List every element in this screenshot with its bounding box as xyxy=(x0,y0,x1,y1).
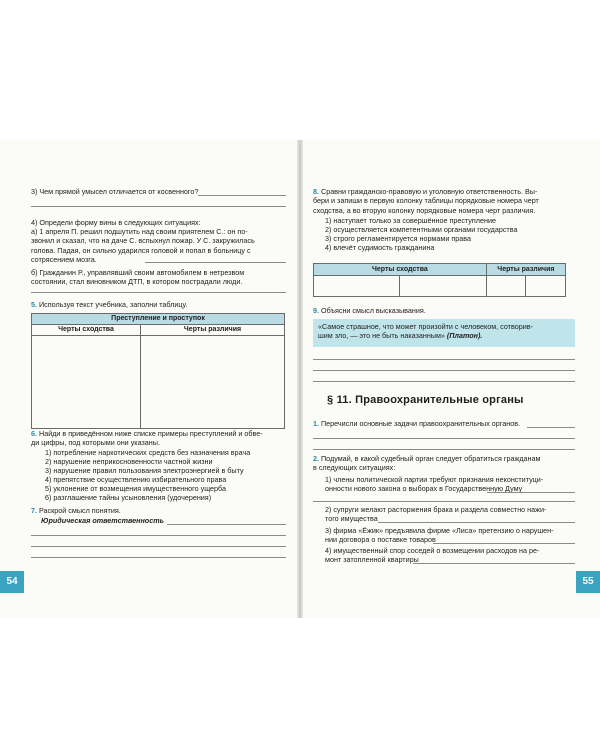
table8-col-similar: Черты сходства xyxy=(314,264,487,276)
quote-text: «Самое страшное, что может произойти с человеком, сотворив- шим зло, — это не быть наказанным» xyxy=(318,322,533,341)
answer-line[interactable] xyxy=(31,292,286,293)
answer-line[interactable] xyxy=(527,427,575,428)
task6-item[interactable]: 4) препятствие осуществлению избирательного права xyxy=(45,475,227,484)
s2-text: Подумай, в какой судебный орган следует обратиться гражданам в следующих ситуациях: xyxy=(313,454,541,473)
task8-item: 1) наступает только за совершённое преступление xyxy=(325,216,496,225)
table8-cell[interactable] xyxy=(486,276,526,297)
answer-line[interactable] xyxy=(313,370,575,371)
answer-line[interactable] xyxy=(31,557,286,558)
task9-line xyxy=(313,306,426,315)
table5-title: Преступление и проступок xyxy=(32,314,285,325)
s2-number: 2. xyxy=(313,454,319,463)
right-page xyxy=(303,140,600,618)
answer-line[interactable] xyxy=(378,522,575,523)
task5-line xyxy=(31,300,187,309)
table8-col-different: Черты различия xyxy=(486,264,565,276)
task9-text: Объясни смысл высказывания. xyxy=(321,306,426,315)
task6-item[interactable]: 3) нарушение правил пользования электроэнергией в быту xyxy=(45,466,244,475)
q4b-text: б) Гражданин Р., управлявший своим автомобилем в нетрезвом состоянии, стал виновником ДТП, в котором пострадали люди. xyxy=(31,268,245,287)
page-number-left: 54 xyxy=(0,571,24,593)
table5-col-similar: Черты сходства xyxy=(32,325,141,336)
answer-line[interactable] xyxy=(487,492,575,493)
task8-item: 4) влечёт судимость гражданина xyxy=(325,243,435,252)
task6-item[interactable]: 6) разглашение тайны усыновления (удочерения) xyxy=(45,493,212,502)
answer-line[interactable] xyxy=(145,262,286,263)
answer-line[interactable] xyxy=(433,543,575,544)
task7-line xyxy=(31,506,121,515)
answer-line[interactable] xyxy=(313,501,575,502)
task8-item: 3) строго регламентируется нормами права xyxy=(325,234,471,243)
s1-number: 1. xyxy=(313,419,319,428)
task9-number: 9. xyxy=(313,306,319,315)
answer-line[interactable] xyxy=(31,535,286,536)
s2-item: 1) члены политической партии требуют признания неконституци- онности нового закона о выборах в Государственную Думу xyxy=(325,475,544,494)
table5-cell-similar[interactable] xyxy=(32,336,141,429)
task7-number: 7. xyxy=(31,506,37,515)
s2-block xyxy=(313,454,583,473)
task8-block xyxy=(313,187,583,215)
task6-block xyxy=(31,429,293,448)
s2-item: 2) супруги желают расторжения брака и раздела совместно нажи- того имущества xyxy=(325,505,547,524)
task8-item: 2) осуществляется компетентными органами государства xyxy=(325,225,518,234)
task6-item[interactable]: 1) потребление наркотических средств без назначения врача xyxy=(45,448,251,457)
table5-col-different: Черты различия xyxy=(141,325,285,336)
q4a-text: а) 1 апреля П. решил подшутить над своим приятелем С.: он по- звонил и сказал, что на даче С. вспыхнул пожар. У С. закружилась голова. Падая, он сильно ударился головой и попал в больницу с сотрясением мозга. xyxy=(31,227,255,265)
task6-number: 6. xyxy=(31,429,37,438)
q4-text: 4) Определи форму вины в следующих ситуациях: xyxy=(31,218,201,227)
quote-author: (Платон). xyxy=(446,331,483,341)
table5 xyxy=(31,313,285,429)
table8-cell[interactable] xyxy=(400,276,486,297)
answer-line[interactable] xyxy=(313,359,575,360)
q3-text: 3) Чем прямой умысел отличается от косвенного? xyxy=(31,187,199,196)
s1-text: Перечисли основные задачи правоохранительных органов. xyxy=(321,419,521,428)
section-title: § 11. Правоохранительные органы xyxy=(327,394,524,406)
answer-line[interactable] xyxy=(413,563,575,564)
quote-box xyxy=(313,319,575,347)
task6-item[interactable]: 2) нарушение неприкосновенности частной жизни xyxy=(45,457,213,466)
s1-line xyxy=(313,419,520,428)
s2-item: 3) фирма «Ёжик» предъявила фирме «Лиса» претензию о нарушен- нии договора о поставке товаров xyxy=(325,526,554,545)
answer-line[interactable] xyxy=(313,381,575,382)
task5-text: Используя текст учебника, заполни таблицу. xyxy=(39,300,188,309)
answer-line[interactable] xyxy=(31,546,286,547)
task5-number: 5. xyxy=(31,300,37,309)
answer-line[interactable] xyxy=(313,438,575,439)
task7-term: Юридическая ответственность xyxy=(41,516,164,525)
answer-line[interactable] xyxy=(31,206,286,207)
table8-cell[interactable] xyxy=(526,276,566,297)
task7-text: Раскрой смысл понятия. xyxy=(39,506,121,515)
table8-cell[interactable] xyxy=(314,276,400,297)
task6-item[interactable]: 5) уклонение от возмещения имущественного ущерба xyxy=(45,484,226,493)
answer-line[interactable] xyxy=(313,449,575,450)
task8-number: 8. xyxy=(313,187,319,196)
answer-line[interactable] xyxy=(198,195,286,196)
task8-text: Сравни гражданско-правовую и уголовную ответственность. Вы- бери и запиши в первую колонку таблицы порядковые номера черт сходства, а во вторую колонку порядковые номера черт различия. xyxy=(313,187,539,215)
task6-text: Найди в приведённом ниже списке примеры преступлений и обве- ди цифры, под которыми они указаны. xyxy=(31,429,263,448)
table8 xyxy=(313,263,566,297)
answer-line[interactable] xyxy=(167,524,286,525)
s2-item: 4) имущественный спор соседей о возмещении расходов на ре- монт затопленной квартиры xyxy=(325,546,540,565)
left-page xyxy=(0,140,297,618)
table5-cell-different[interactable] xyxy=(141,336,285,429)
page-number-right: 55 xyxy=(576,571,600,593)
